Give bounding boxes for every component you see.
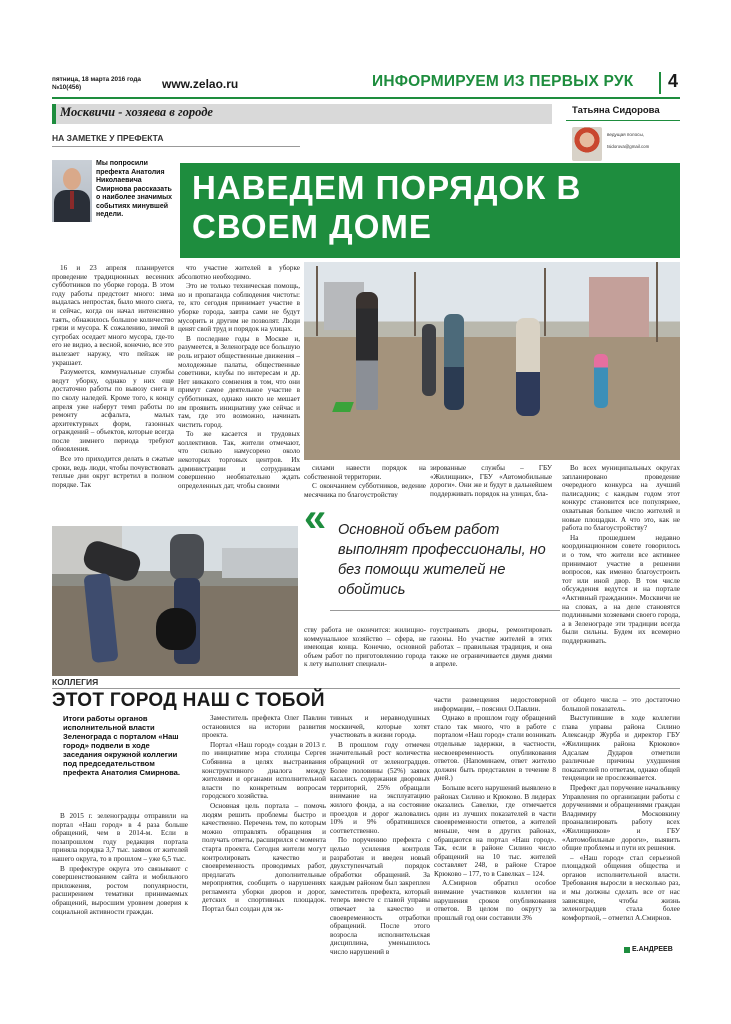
paragraph: что участие жителей в уборке абсолютно необходимо. (178, 264, 300, 281)
header-separator (659, 72, 661, 94)
paragraph: зированные службы – ГБУ «Жилищник», ГБУ «Автомобильные дороги». Они же и будут в дальнейшем поддерживать порядок на улицах, бла- (430, 464, 552, 498)
byline: Е.АНДРЕЕВ (632, 946, 673, 953)
section2-column-2 (202, 714, 326, 960)
author-role: ведущая полосы, (607, 132, 645, 137)
section2-label: КОЛЛЕГИЯ (52, 677, 99, 687)
paragraph: Выступившие в ходе коллегии глава управы района Силино Александр Журба и директор ГБУ «Жилищник района Крюково» Адсалам Дударов отметили различные причины ухудшения показателей по ответам, однако общей тенденции не прослеживается. (562, 714, 680, 783)
paragraph: Однако в прошлом году обращений стало так много, что в работе с порталом «Наш город» стали возникать отдельные задержки, в частности, несвоевременность опубликования ответов. (Напоминаем, ответ жителю должен быть представлен в течение 8 дней.) (434, 714, 556, 783)
paragraph: Больше всего нарушений выявлено в районах Силино и Крюково. В лидерах оказались Савелки, где отмечается один из лучших показателей в части своевременности ответов, а жителей меньше, чем в других районах, обращаются на портал «Наш город». Так, если в районе Силино число обращений на 10 тыс. жителей составляет 248, в районе Старое Крюково – 177, то в Савелках – 124. (434, 783, 556, 878)
page-number: 4 (668, 71, 679, 91)
paragraph: Префект дал поручение начальнику Управления по организации работы с доручениями и обращениями граждан Владимиру Московкину проанализировать работу всех «Жилищников» и ГБУ «Автомобильные дороги», выявить общие проблемы и пути их решения. (562, 783, 680, 853)
author-email[interactable]: tsidorova@gmail.com (607, 144, 650, 149)
paragraph: На прошедшем недавно координационном совете говорилось и о том, что жители все активнее принимают участие в решении вопросов, как именно благоустроить тот или иной двор. В том числе обсуждения ведутся и на портале «Активный гражданин». Москвичи не на словах, а на деле становятся подлинными хозяевами своего города, а в Зеленограде эти традиции всегда были сильны. Будем их всемерно поддерживать. (562, 533, 680, 645)
byline-square-icon (624, 947, 630, 953)
quote-mark-icon: « (304, 496, 327, 540)
author-photo (572, 127, 602, 161)
paragraph: А.Смирнов обратил особое внимание участников коллегии на нарушения сроков опубликования ответов. В целом по округу за прошлый год они составили 3% (434, 879, 556, 922)
paragraph: По поручению префекта с целью усиления контроля разработан и введен новый двухступенчатый порядок обработки обращений. За каждым районом был закреплен заместитель префекта, который теперь вместе с главой управы отвечает за качество и своевременность отработки обращений. После этого возросла исполнительская дисциплина, уменьшилось число нарушений в (330, 836, 430, 957)
prefect-photo (52, 160, 92, 222)
article-column-4b (430, 626, 552, 674)
pull-quote: Основной объем работ выполнят профессионалы, но без помощи жителей не обойтись (338, 522, 546, 598)
paragraph: В префектуре округа это связывают с совершенствованием сайта и мобильного приложения, ростом популярности, расширением тематики принимаемых обращений, выросшим уровнем доверия к социальной активности граждан. (52, 864, 188, 916)
section2-column-3 (330, 714, 430, 960)
paragraph: С окончанием субботников, ведение месячника по благоустройству (304, 482, 426, 498)
article-column-5 (562, 464, 680, 676)
author-rule (566, 120, 680, 121)
paragraph: В последние годы в Москве и, разумеется, в Зеленограде все большую роль играют общественные движения – молодежные палаты, общественные советники, клубы по интересам и др. Нет никакого сомнения в том, что они примут самое деятельное участие в субботниках, однако никто не мешает им проявить инициативу уже сейчас и там, где это возможно, начинать чистить город. (178, 334, 300, 429)
paragraph: Разумеется, коммунальные службы ведут уборку, однако у них еще достаточно работы по вывозу снега и по сколу наледей. Кроме того, к концу апреля уже наберут темп работы по ремонту асфальта, малых архитектурных форм, газонных ограждений – объектов, которые всегда после зимнего периода требуют обновления. (52, 368, 174, 454)
header-rule (52, 97, 680, 99)
paragraph: Основная цель портала – помочь людям решить проблемы быстро и качественно. Перечень тем, по которым можно отправлять обращения и получать ответы, расширился с момента старта проекта. Сегодня жители могут контролировать качество и своевременность проводимых работ, предлагать дополнительные мероприятия, сообщить о нарушениях регламента уборки дворов и дорог, детских и спортивных площадок. Портал был создан для эк- (202, 801, 326, 914)
headline: НАВЕДЕМ ПОРЯДОК В СВОЕМ ДОМЕ (192, 169, 582, 245)
article-column-2 (178, 264, 300, 526)
paragraph: ству работа не окончится: жилищно-коммунальное хозяйство – сфера, не имеющая конца. Конечно, основной объем работ по приготовлению города к лету выполнят специали- (304, 626, 426, 669)
section2-lead: Итоги работы органов исполнительной власти Зеленограда с порталом «Наш город» подвели в ходе заседания окружной коллегии под председательством префекта Анатолия Смирнова. (63, 714, 180, 777)
paragraph: от общего числа – это достаточно большой показатель. (562, 696, 680, 713)
note-title: НА ЗАМЕТКЕ У ПРЕФЕКТА (52, 133, 164, 143)
section2-column-5 (562, 696, 680, 944)
quote-rule (330, 610, 560, 611)
paragraph: – «Наш город» стал серьезной площадкой общения общества и органов исполнительной власти. Требования выросли в несколько раз, и мы должны сделать все от нас зависящее, чтобы жизнь зеленоградцев стала более комфортной, – отметил А.Смирнов. (562, 853, 680, 922)
section2-rule (52, 688, 680, 689)
paragraph: Портал «Наш город» создан в 2013 г. по инициативе мэра столицы Сергея Собянина в целях выстраивания конструктивного диалога между жителями и органами исполнительной власти по конкретным вопросам городского хозяйства. (202, 740, 326, 801)
paragraph: Во всех муниципальных округах запланировано проведение очередного конкурса на лучший палисадник; с каждым годом этот конкурс становится все популярнее, охватывая большее число жителей и новые площадки. А что это, как не работа по благоустройству? (562, 464, 680, 533)
section-title: Москвичи - хозяева в городе (60, 105, 213, 119)
article-column-1 (52, 264, 174, 526)
issue-number: №10(456) (52, 83, 82, 91)
paragraph: Заместитель префекта Олег Павлин остановился на истории развития проекта. (202, 714, 326, 740)
paragraph: То же касается и трудовых коллективов. Так, жители отмечают, что сильно намусорено около некоторых торговых центров. Их администрации и сотрудникам совершенно необязательно ждать определенных дат, чтобы своими (178, 430, 300, 490)
paragraph: Это не только техническая помощь, но и пропаганда соблюдения чистоты: те, кто сегодня принимает участие в уборке города, завтра сами не будут мусорить и другим не позволят. Люди ценят свой труд и порядок на улицах. (178, 282, 300, 334)
paragraph: части размещения недостоверной информации, – пояснил О.Павлин. (434, 696, 556, 713)
paragraph: силами навести порядок на собственной территории. (304, 464, 426, 481)
section2-column-1 (52, 812, 188, 962)
photo-cleanup-volunteers (304, 262, 680, 460)
article-column-4 (430, 464, 552, 498)
article-column-3 (304, 464, 426, 498)
section-bar-accent (52, 104, 56, 124)
date-text: пятница, 18 марта 2016 года (52, 76, 141, 83)
paragraph: В 2015 г. зеленоградцы отправили на портал «Наш город» в 4 раза больше обращений, чем в 2014-м. Если в позапрошлом году редакция портала приняла порядка 3,7 тыс. заявок от жителей нашего округа, то в прошлом – уже 6,5 тыс. (52, 812, 188, 863)
issue-date (52, 76, 152, 91)
interview-lead: Мы попросили префекта Анатолия Николаевича Смирнова рассказать о наиболее значимых событиях минувшей недели. (96, 160, 172, 218)
paragraph: 16 и 23 апреля планируется проведение традиционных весенних субботников по уборке города. В этом году работы предстоит много: зима выдалась непростая, было много снега, и сейчас, когда он начал интенсивно таять, обнажилось большое количество грязи и мусора. К сожалению, зимой в сугробах оседает много мусора, где-то его не видно, а весной, конечно, все это вылезает наружу, что пейзаж не украшает. (52, 264, 174, 367)
author-name: Татьяна Сидорова (572, 105, 660, 116)
paragraph: гоустраивать дворы, ремонтировать газоны. Но участие жителей в этих работах – правильная традиция, и она также не ограничивается двумя днями в апреле. (430, 626, 552, 669)
rubric-title: ИНФОРМИРУЕМ ИЗ ПЕРВЫХ РУК (372, 73, 634, 90)
paragraph: тивных и неравнодушных москвичей, которые хотят участвовать в жизни города. (330, 714, 430, 740)
note-rule (52, 146, 300, 147)
photo-garbage-bag (52, 526, 298, 676)
paragraph: Все это приходится делать в сжатые сроки, ведь люди, чтобы почувствовать теплые дни округ встретил в полном порядке. Так (52, 455, 174, 489)
article-column-3b (304, 626, 426, 674)
paragraph: В прошлом году отмечен значительный рост количества обращений от зеленоградцев. Более половины (52%) заявок касались содержания дворовых территорий, 25% обращали внимание на эксплуатацию жилого фонда, а на состояние проездов и дорог жаловались 10% и 9% обратившихся соответственно. (330, 740, 430, 835)
section2-title: ЭТОТ ГОРОД НАШ С ТОБОЙ (52, 690, 325, 711)
section2-column-4 (434, 696, 556, 960)
site-link[interactable]: www.zelao.ru (162, 77, 239, 91)
